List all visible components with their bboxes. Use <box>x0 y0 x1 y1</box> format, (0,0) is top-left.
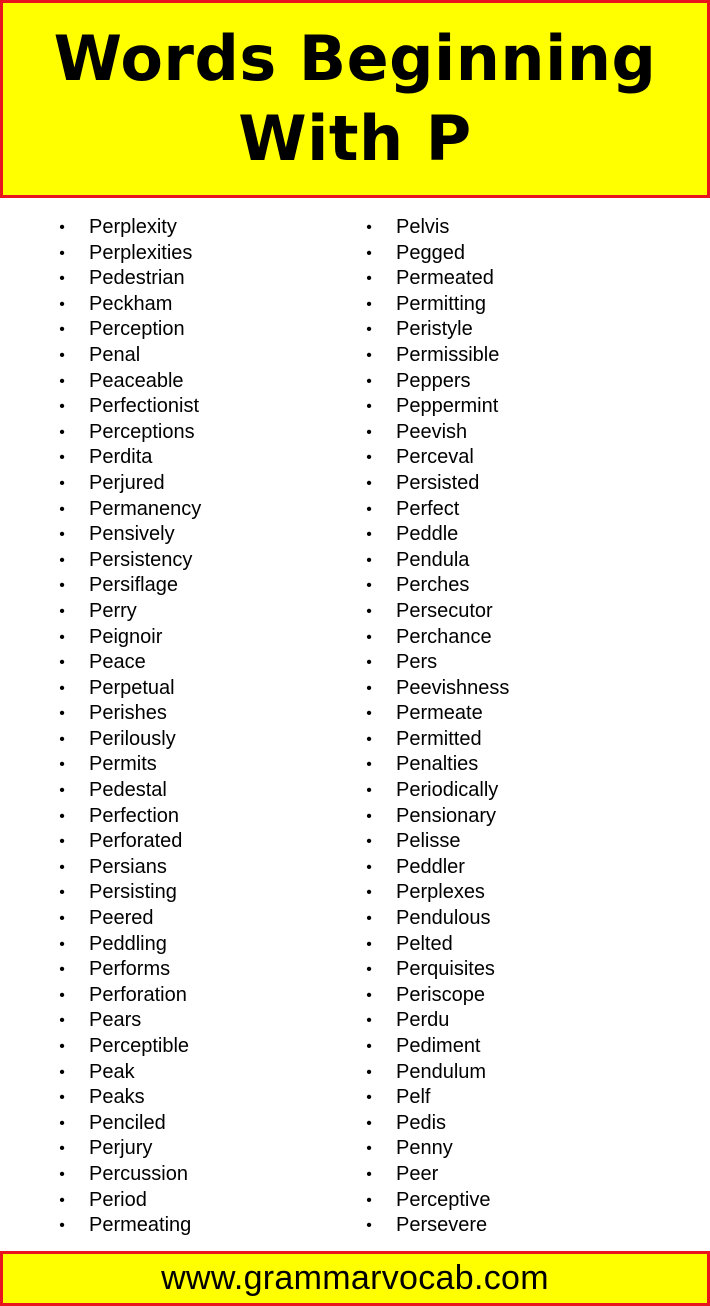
word-text: Perforated <box>89 830 183 853</box>
word-list-item <box>363 676 509 702</box>
bullet-icon: • <box>59 910 65 928</box>
word-list-item <box>56 778 201 804</box>
right-word-list <box>363 215 509 1239</box>
bullet-icon: • <box>59 346 65 364</box>
word-list-item <box>363 215 509 241</box>
word-text: Peevish <box>396 420 468 443</box>
word-list-item <box>363 292 509 318</box>
word-list-item <box>56 1085 201 1111</box>
bullet-icon: • <box>366 1012 372 1030</box>
word-text: Peppermint <box>396 395 499 418</box>
word-text: Perchance <box>396 625 492 648</box>
word-text: Peddler <box>396 855 465 878</box>
word-text: Perdita <box>89 446 153 469</box>
word-text: Perjury <box>89 1137 153 1160</box>
word-text: Perceptions <box>89 420 195 443</box>
bullet-icon: • <box>59 1063 65 1081</box>
bullet-icon: • <box>59 628 65 646</box>
bullet-icon: • <box>59 1089 65 1107</box>
word-list-item <box>363 701 509 727</box>
word-text: Perplexes <box>396 881 485 904</box>
bullet-icon: • <box>366 1038 372 1055</box>
word-list-item <box>56 676 201 702</box>
bullet-icon: • <box>366 1063 372 1081</box>
word-text: Peak <box>89 1060 135 1083</box>
bullet-icon: • <box>366 935 372 953</box>
word-list-item <box>56 599 201 625</box>
word-list-item <box>56 1162 201 1188</box>
word-list-item <box>56 573 201 599</box>
word-text: Perdu <box>396 1009 450 1032</box>
word-list-item <box>56 701 201 727</box>
bullet-icon: • <box>59 935 65 953</box>
word-text: Penalties <box>396 753 479 776</box>
word-text: Penciled <box>89 1111 166 1134</box>
bullet-icon: • <box>59 1140 65 1158</box>
bullet-icon: • <box>59 705 65 723</box>
word-text: Peckham <box>89 292 173 315</box>
word-text: Peppers <box>396 369 471 392</box>
word-text: Pendulum <box>396 1060 487 1083</box>
bullet-icon: • <box>59 1038 65 1055</box>
word-list-item <box>363 1213 509 1239</box>
word-text: Periodically <box>396 779 499 802</box>
word-text: Perceval <box>396 446 474 469</box>
word-text: Period <box>89 1188 147 1211</box>
word-list-item <box>363 1085 509 1111</box>
word-text: Permitting <box>396 292 487 315</box>
bullet-icon: • <box>366 884 372 902</box>
word-text: Pedestal <box>89 779 167 802</box>
word-list-item <box>56 932 201 958</box>
word-list-item <box>363 394 509 420</box>
word-list-item <box>56 880 201 906</box>
word-text: Perplexities <box>89 241 193 264</box>
word-list-item <box>363 906 509 932</box>
bullet-icon: • <box>59 398 65 416</box>
word-list-item <box>56 317 201 343</box>
word-text: Peddling <box>89 932 167 955</box>
word-text: Perforation <box>89 983 187 1006</box>
bullet-icon: • <box>366 1114 372 1132</box>
word-list-item <box>56 343 201 369</box>
word-list-item <box>56 650 201 676</box>
word-text: Performs <box>89 958 171 981</box>
word-text: Peddle <box>396 523 459 546</box>
word-list-item <box>56 957 201 983</box>
bullet-icon: • <box>59 449 65 467</box>
word-list-item <box>363 650 509 676</box>
word-text: Pegged <box>396 241 465 264</box>
word-list-item <box>363 1162 509 1188</box>
word-text: Pedis <box>396 1111 447 1134</box>
bullet-icon: • <box>59 551 65 569</box>
word-list-item <box>363 1136 509 1162</box>
bullet-icon: • <box>366 372 372 390</box>
word-list-item <box>56 1111 201 1137</box>
word-text: Permeating <box>89 1214 192 1237</box>
word-text: Perception <box>89 318 185 341</box>
bullet-icon: • <box>366 398 372 416</box>
word-list-item <box>363 317 509 343</box>
word-text: Perquisites <box>396 958 495 981</box>
bullet-icon: • <box>59 858 65 876</box>
word-list-item <box>56 625 201 651</box>
bullet-icon: • <box>366 833 372 851</box>
bullet-icon: • <box>59 219 65 236</box>
word-text: Persiflage <box>89 574 178 597</box>
word-text: Peaceable <box>89 369 184 392</box>
word-list-item <box>363 369 509 395</box>
word-text: Persistency <box>89 548 193 571</box>
bullet-icon: • <box>59 372 65 390</box>
page-title-line-1: Words Beginning <box>53 22 657 95</box>
word-text: Perfectionist <box>89 395 200 418</box>
left-word-list <box>56 215 201 1239</box>
footer-banner <box>0 1251 710 1306</box>
bullet-icon: • <box>366 730 372 748</box>
word-list-item <box>56 906 201 932</box>
word-text: Permeate <box>396 702 483 725</box>
bullet-icon: • <box>59 807 65 825</box>
word-text: Pedestrian <box>89 267 185 290</box>
bullet-icon: • <box>366 756 372 774</box>
word-list-item <box>363 727 509 753</box>
word-text: Persisted <box>396 471 480 494</box>
bullet-icon: • <box>366 679 372 697</box>
bullet-icon: • <box>366 602 372 620</box>
word-text: Perfect <box>396 497 460 520</box>
word-text: Perilously <box>89 727 176 750</box>
bullet-icon: • <box>59 756 65 774</box>
word-list-item <box>363 880 509 906</box>
word-list-item <box>56 471 201 497</box>
word-text: Penny <box>396 1137 453 1160</box>
bullet-icon: • <box>59 986 65 1004</box>
bullet-icon: • <box>59 1191 65 1209</box>
word-list-item <box>363 1060 509 1086</box>
bullet-icon: • <box>366 270 372 288</box>
bullet-icon: • <box>366 526 372 544</box>
bullet-icon: • <box>366 986 372 1004</box>
word-list-item <box>56 241 201 267</box>
word-list-item <box>363 445 509 471</box>
word-list-item <box>363 471 509 497</box>
word-text: Percussion <box>89 1162 188 1185</box>
page-title-line-2: With P <box>238 102 472 175</box>
word-list-item <box>363 957 509 983</box>
bullet-icon: • <box>366 423 372 441</box>
bullet-icon: • <box>59 884 65 902</box>
word-text: Permitted <box>396 727 482 750</box>
bullet-icon: • <box>366 219 372 236</box>
word-text: Persevere <box>396 1214 488 1237</box>
bullet-icon: • <box>366 295 372 313</box>
word-text: Pendula <box>396 548 470 571</box>
word-list-item <box>56 804 201 830</box>
word-list-item <box>56 1213 201 1239</box>
word-list-item <box>56 420 201 446</box>
word-list-item <box>56 394 201 420</box>
bullet-icon: • <box>366 1089 372 1107</box>
word-list-item <box>363 1111 509 1137</box>
word-text: Perjured <box>89 471 165 494</box>
word-text: Pediment <box>396 1035 481 1057</box>
bullet-icon: • <box>59 577 65 595</box>
word-text: Pendulous <box>396 907 491 930</box>
word-text: Perfection <box>89 804 180 827</box>
word-text: Persecutor <box>396 599 493 622</box>
word-list-item <box>56 1060 201 1086</box>
word-list-item <box>363 497 509 523</box>
word-list-item <box>56 369 201 395</box>
bullet-icon: • <box>59 423 65 441</box>
word-text: Persians <box>89 855 167 878</box>
word-list-item <box>56 727 201 753</box>
word-list-item <box>363 343 509 369</box>
word-text: Pensionary <box>396 804 497 827</box>
word-text: Pelvis <box>396 216 450 238</box>
word-list-item <box>363 1188 509 1214</box>
bullet-icon: • <box>59 474 65 492</box>
website-url: www.grammarvocab.com <box>161 1259 549 1297</box>
bullet-icon: • <box>59 602 65 620</box>
word-list-item <box>363 778 509 804</box>
bullet-icon: • <box>366 321 372 339</box>
bullet-icon: • <box>366 858 372 876</box>
word-list-item <box>56 215 201 241</box>
word-list-item <box>56 445 201 471</box>
word-list-item <box>363 1034 509 1060</box>
word-list-item <box>363 573 509 599</box>
bullet-icon: • <box>59 526 65 544</box>
bullet-icon: • <box>59 1165 65 1183</box>
bullet-icon: • <box>59 654 65 672</box>
bullet-icon: • <box>366 551 372 569</box>
word-text: Perceptive <box>396 1188 491 1211</box>
word-text: Peristyle <box>396 318 473 341</box>
bullet-icon: • <box>59 295 65 313</box>
bullet-icon: • <box>366 346 372 364</box>
word-text: Permits <box>89 753 157 776</box>
word-text: Peevishness <box>396 676 510 699</box>
word-text: Peer <box>396 1162 439 1185</box>
word-list-item <box>56 1008 201 1034</box>
word-list-item <box>56 522 201 548</box>
word-text: Permeated <box>396 267 494 290</box>
word-text: Perches <box>396 574 470 597</box>
bullet-icon: • <box>366 961 372 979</box>
bullet-icon: • <box>59 270 65 288</box>
word-list-item <box>56 497 201 523</box>
word-text: Peaks <box>89 1086 145 1109</box>
word-text: Pelisse <box>396 830 461 853</box>
word-list-item <box>363 932 509 958</box>
word-text: Pers <box>396 651 438 674</box>
word-text: Periscope <box>396 983 485 1006</box>
word-list-item <box>56 829 201 855</box>
bullet-icon: • <box>366 807 372 825</box>
title-banner <box>0 0 710 198</box>
word-list-item <box>363 829 509 855</box>
bullet-icon: • <box>366 628 372 646</box>
word-text: Peered <box>89 907 154 930</box>
bullet-icon: • <box>59 730 65 748</box>
bullet-icon: • <box>59 500 65 518</box>
bullet-icon: • <box>366 910 372 928</box>
bullet-icon: • <box>59 679 65 697</box>
word-list-item <box>363 266 509 292</box>
bullet-icon: • <box>59 833 65 851</box>
bullet-icon: • <box>366 1191 372 1209</box>
word-text: Peace <box>89 651 146 674</box>
bullet-icon: • <box>366 1217 372 1235</box>
word-text: Pelf <box>396 1086 431 1109</box>
word-text: Perishes <box>89 702 167 725</box>
word-list-item <box>56 855 201 881</box>
bullet-icon: • <box>59 961 65 979</box>
word-text: Pears <box>89 1009 142 1032</box>
word-list-item <box>56 292 201 318</box>
bullet-icon: • <box>366 577 372 595</box>
word-list-item <box>56 752 201 778</box>
word-list-item <box>56 548 201 574</box>
bullet-icon: • <box>366 1140 372 1158</box>
word-list-item <box>363 241 509 267</box>
word-list-item <box>56 1034 201 1060</box>
word-list-item <box>363 1008 509 1034</box>
word-list-item <box>363 420 509 446</box>
bullet-icon: • <box>366 474 372 492</box>
word-text: Perplexity <box>89 216 177 238</box>
word-list-item <box>363 599 509 625</box>
bullet-icon: • <box>59 244 65 262</box>
word-text: Peignoir <box>89 625 163 648</box>
bullet-icon: • <box>366 449 372 467</box>
bullet-icon: • <box>366 500 372 518</box>
word-text: Penal <box>89 343 141 366</box>
bullet-icon: • <box>59 782 65 800</box>
word-list-item <box>363 522 509 548</box>
bullet-icon: • <box>366 705 372 723</box>
bullet-icon: • <box>59 1217 65 1235</box>
word-text: Permanency <box>89 497 202 520</box>
bullet-icon: • <box>366 244 372 262</box>
word-text: Perceptible <box>89 1035 190 1057</box>
word-list-item <box>363 983 509 1009</box>
word-list-item <box>56 1136 201 1162</box>
word-list-item <box>56 1188 201 1214</box>
bullet-icon: • <box>366 654 372 672</box>
word-text: Perpetual <box>89 676 175 699</box>
word-text: Pensively <box>89 523 175 546</box>
word-list-item <box>363 752 509 778</box>
bullet-icon: • <box>59 1114 65 1132</box>
bullet-icon: • <box>59 1012 65 1030</box>
word-list-item <box>363 625 509 651</box>
word-text: Pelted <box>396 932 453 955</box>
word-text: Persisting <box>89 881 177 904</box>
word-list-item <box>363 855 509 881</box>
word-list-item <box>56 266 201 292</box>
word-list-item <box>363 804 509 830</box>
word-list-item <box>56 983 201 1009</box>
bullet-icon: • <box>59 321 65 339</box>
word-list-item <box>363 548 509 574</box>
bullet-icon: • <box>366 1165 372 1183</box>
word-text: Permissible <box>396 343 500 366</box>
bullet-icon: • <box>366 782 372 800</box>
word-text: Perry <box>89 599 137 622</box>
page-title <box>54 19 657 179</box>
